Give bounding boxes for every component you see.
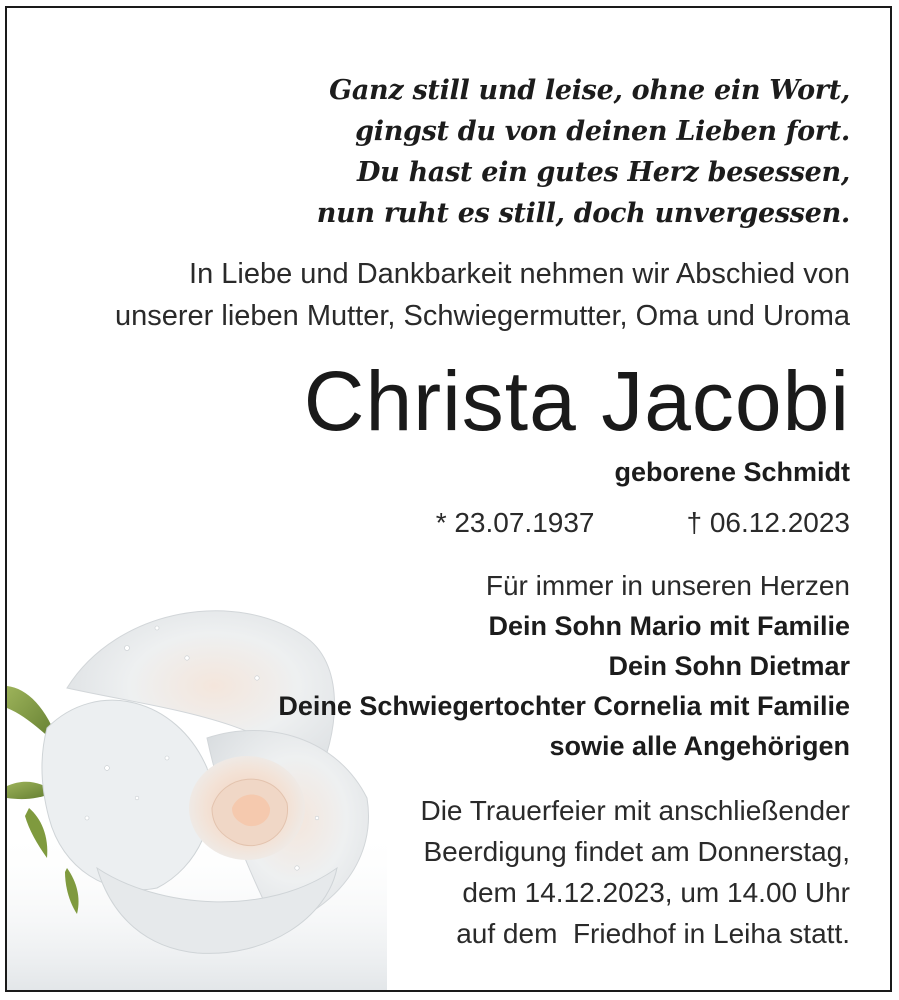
- service-line: Beerdigung findet am Donnerstag,: [423, 836, 850, 867]
- service-line: auf dem Friedhof in Leiha statt.: [456, 918, 850, 949]
- death-date: † 06.12.2023: [686, 507, 850, 538]
- life-dates: [436, 505, 850, 541]
- service-info: [420, 790, 850, 954]
- service-line: dem 14.12.2023, um 14.00 Uhr: [462, 877, 850, 908]
- intro-line: unserer lieben Mutter, Schwiegermutter, Oma und Uroma: [115, 300, 850, 332]
- poem-line: nun ruht es still, doch unvergessen.: [316, 198, 850, 229]
- intro-line: In Liebe und Dankbarkeit nehmen wir Abschied von: [189, 258, 850, 290]
- poem-line: Ganz still und leise, ohne ein Wort,: [329, 75, 850, 106]
- farewell-intro: [115, 253, 850, 337]
- poem-line: gingst du von deinen Lieben fort.: [355, 116, 850, 147]
- mourners-intro: Für immer in unseren Herzen: [485, 570, 850, 601]
- birth-date: * 23.07.1937: [435, 507, 595, 538]
- maiden-name: geborene Schmidt: [614, 457, 850, 487]
- poem-line: Du hast ein gutes Herz besessen,: [357, 157, 850, 188]
- poem-verse: [317, 70, 850, 234]
- mourner-name: Dein Sohn Dietmar: [608, 651, 850, 681]
- obituary-notice: [5, 6, 892, 992]
- service-line: Die Trauerfeier mit anschließender: [420, 795, 850, 826]
- mourner-name: sowie alle Angehörigen: [549, 731, 850, 761]
- deceased-name: Christa Jacobi: [303, 354, 850, 448]
- mourner-name: Dein Sohn Mario mit Familie: [488, 611, 850, 641]
- mourners-list: [278, 606, 850, 766]
- mourner-name: Deine Schwiegertochter Cornelia mit Familie: [278, 691, 850, 721]
